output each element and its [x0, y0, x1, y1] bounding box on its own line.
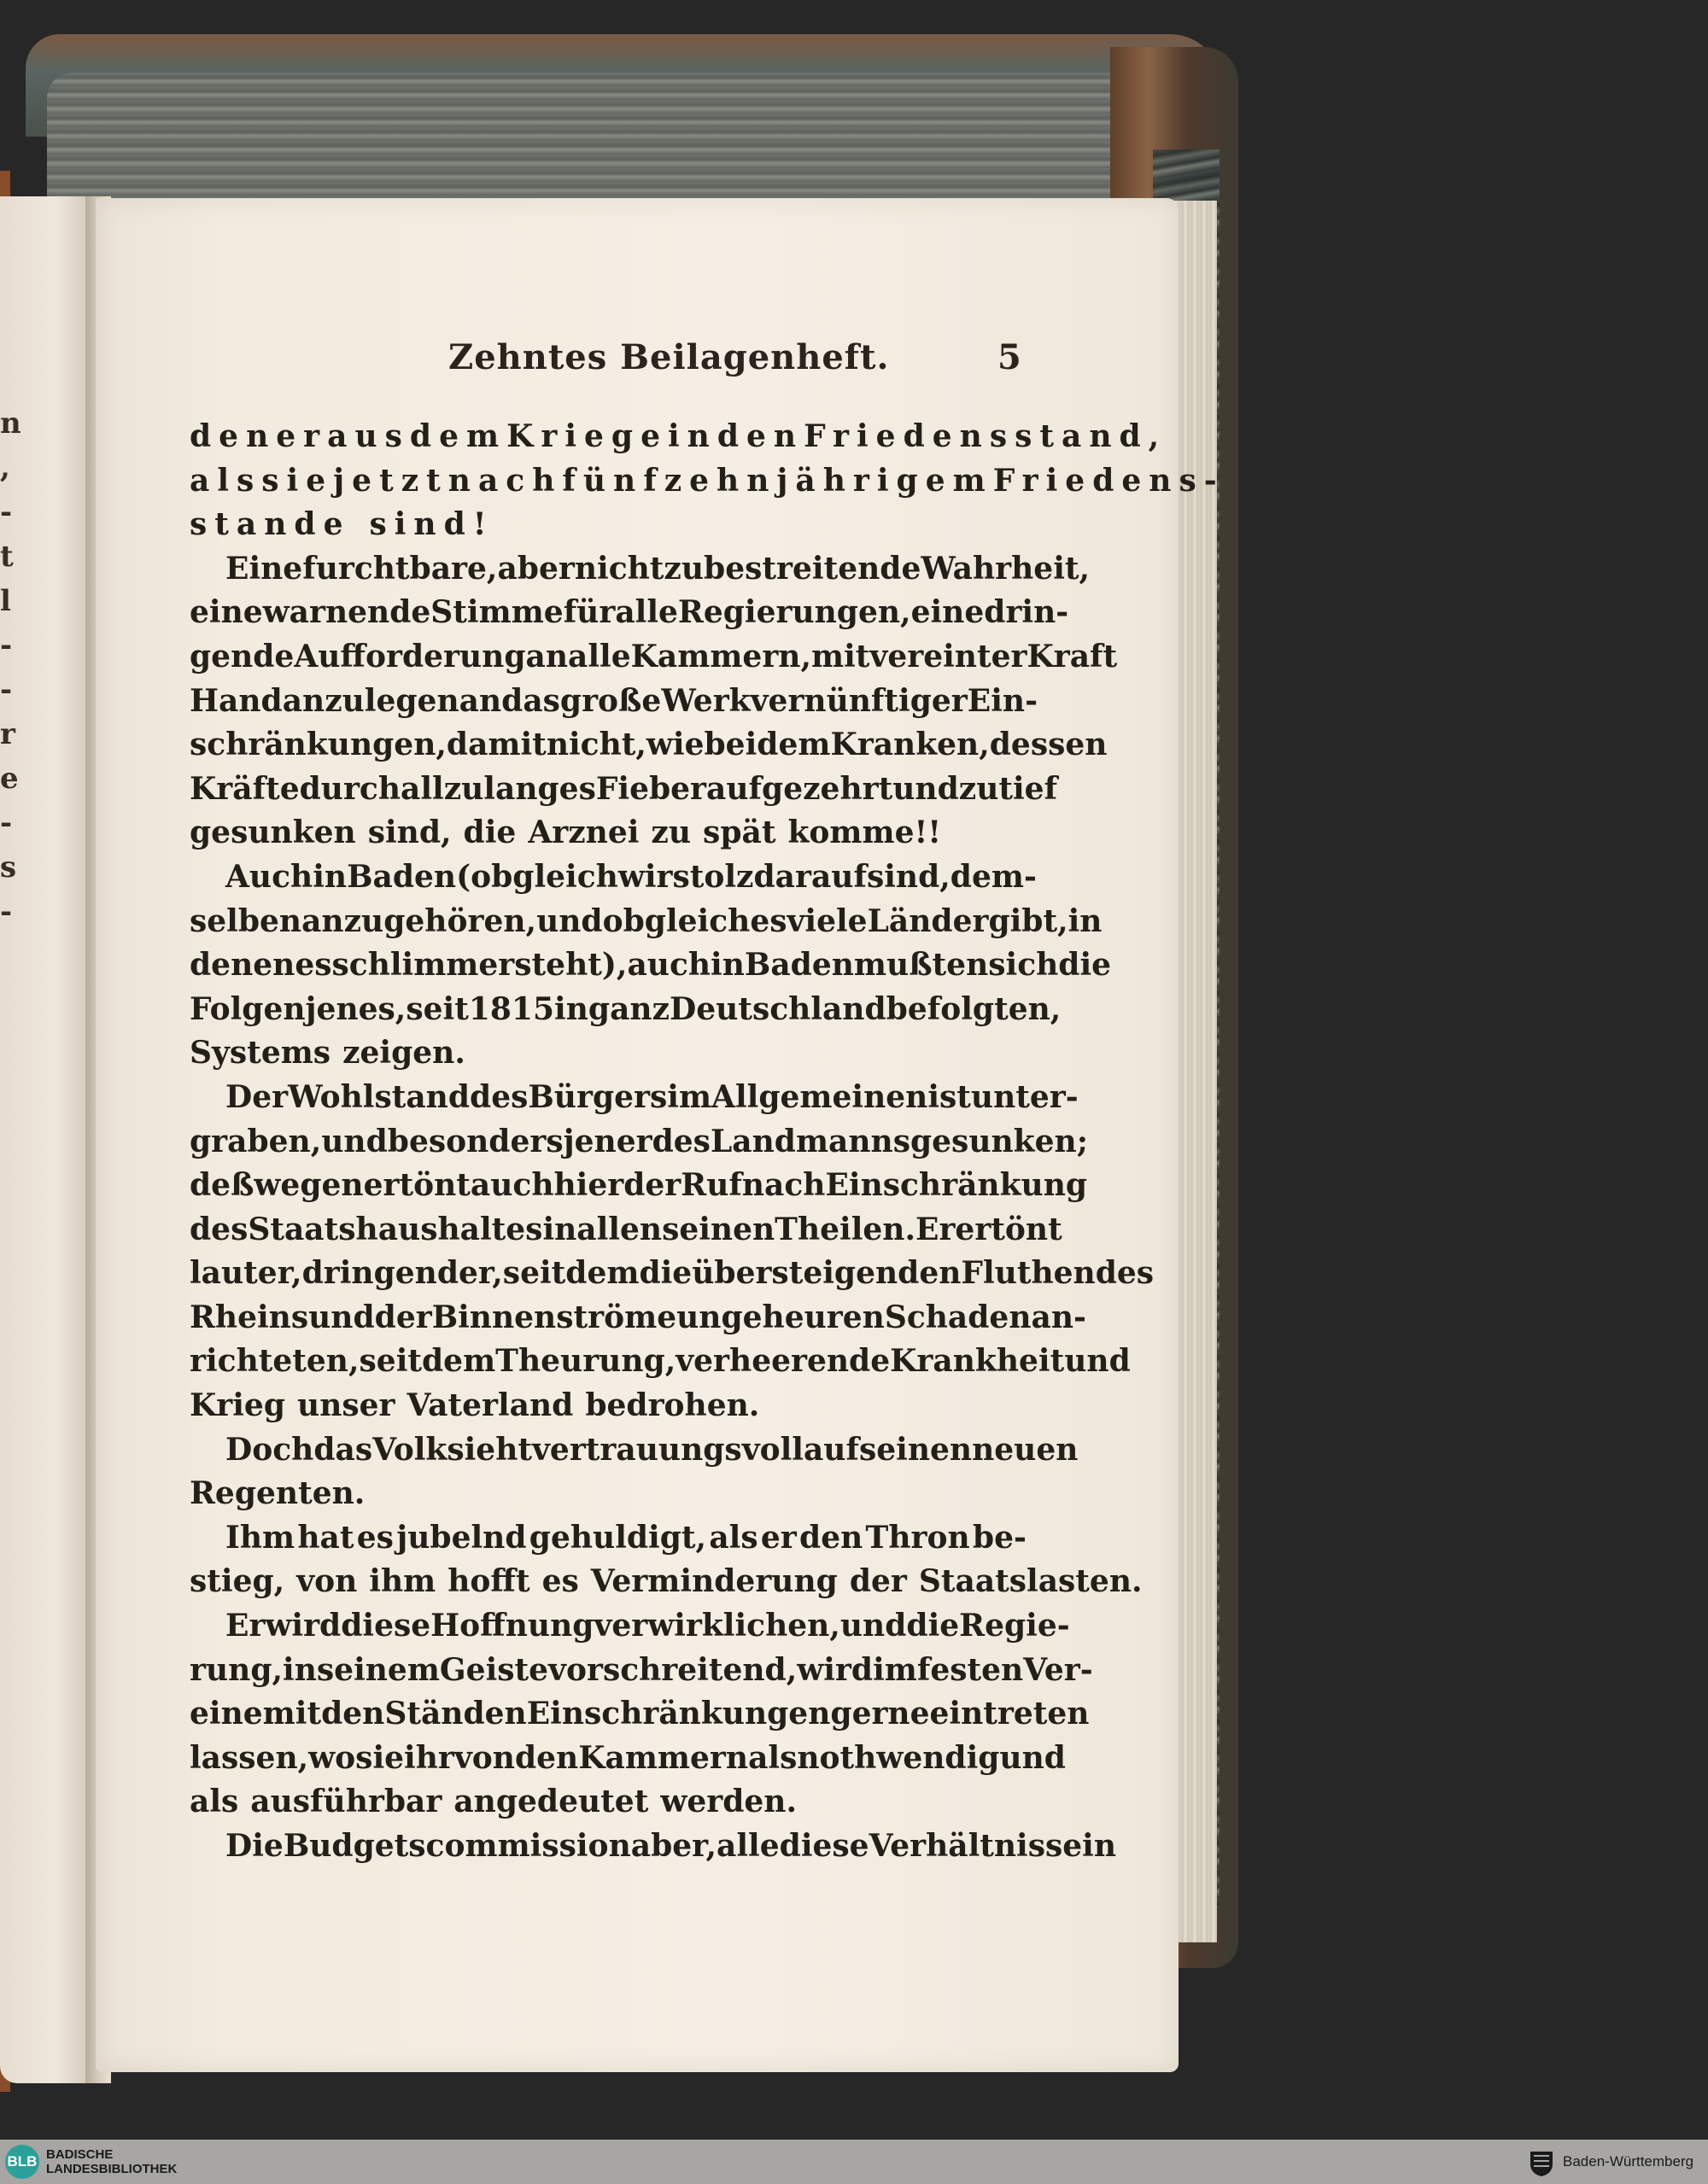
left-page-fragment: n: [0, 406, 21, 441]
word: bestreitende: [704, 550, 921, 587]
word: Länder: [867, 902, 989, 939]
word: als: [190, 462, 262, 499]
word: sind!: [369, 506, 494, 543]
word: neuen: [972, 1431, 1079, 1468]
word: graben,: [190, 1123, 322, 1159]
text-line: [190, 1164, 1088, 1208]
word: lassen,: [190, 1739, 309, 1776]
word: mit: [262, 1696, 322, 1732]
word: und: [536, 902, 603, 939]
text-line: [190, 1076, 1079, 1120]
word: hier: [553, 1167, 624, 1204]
text-line: [190, 1560, 1143, 1604]
word: jenes,: [305, 990, 407, 1027]
word: Systems: [190, 1035, 331, 1072]
word: Schaden: [884, 1299, 1032, 1335]
word: und: [892, 770, 959, 807]
word: ungeheuren: [676, 1299, 885, 1335]
word: mußten: [853, 947, 989, 984]
word: Hoffnung: [430, 1608, 594, 1644]
text-line: [190, 1692, 1090, 1737]
word: eine: [910, 594, 985, 631]
word: er: [760, 1519, 797, 1556]
word: große: [559, 682, 662, 719]
word: Die: [225, 1828, 284, 1864]
word: festen: [916, 1651, 1024, 1688]
word: nicht,: [546, 727, 646, 763]
text-line: [190, 1649, 1093, 1693]
left-page-fragment: s: [0, 850, 17, 885]
word: Staatshaushaltes: [248, 1211, 543, 1247]
word: Regenten.: [190, 1475, 366, 1512]
word: in: [1082, 1828, 1117, 1864]
word: diese: [779, 1828, 869, 1864]
word: jetzt: [333, 462, 448, 499]
word: angedeutet: [453, 1784, 649, 1820]
word: dem: [409, 418, 507, 454]
text-line: [190, 680, 1038, 724]
page-header: [350, 337, 1033, 388]
word: Theurung,: [495, 1343, 676, 1380]
word: den: [514, 1739, 579, 1776]
word: Aufforderung: [294, 638, 526, 674]
word: wir: [617, 858, 673, 895]
word: selben: [190, 902, 302, 939]
word: in: [313, 858, 348, 895]
word: der: [849, 1563, 907, 1600]
word: ganz: [588, 990, 670, 1027]
left-page-fragment: ,: [0, 451, 10, 485]
word: es: [541, 1563, 579, 1600]
word: aufgezehrt: [706, 770, 893, 807]
word: Wahrheit,: [921, 550, 1091, 587]
text-line: [190, 768, 1058, 812]
word: das: [313, 1431, 373, 1468]
word: (obgleich: [456, 858, 618, 895]
word: allen: [576, 1211, 663, 1247]
word: fünfzehnjährigem: [562, 462, 993, 499]
word: hat: [297, 1519, 354, 1556]
word: Baden: [347, 858, 457, 895]
word: unser: [297, 1387, 395, 1424]
word: als: [748, 1739, 798, 1776]
word: sind,: [866, 858, 951, 895]
word: dener: [190, 418, 328, 454]
word: darauf: [753, 858, 867, 895]
word: be-: [972, 1519, 1027, 1556]
word: befolgten,: [886, 990, 1062, 1027]
word: Thron: [865, 1519, 970, 1556]
word: in: [542, 1211, 577, 1247]
left-page-fragment: -: [0, 806, 13, 840]
left-page-text-fragments: [0, 401, 34, 934]
word: Regie-: [959, 1608, 1070, 1644]
word: Kranken,: [830, 727, 990, 763]
word: stande: [190, 506, 351, 543]
word: unter-: [970, 1078, 1079, 1115]
text-line: [190, 1120, 1088, 1165]
word: Eine: [225, 550, 303, 587]
word: Er: [225, 1608, 266, 1644]
word: ertönt: [955, 1211, 1062, 1247]
word: den: [321, 1696, 385, 1732]
word: Fluthen: [961, 1255, 1096, 1292]
word: für: [563, 594, 616, 631]
text-line: [190, 635, 1118, 680]
word: nicht: [574, 550, 664, 587]
word: Der: [225, 1078, 289, 1115]
word: ertönt: [363, 1167, 471, 1204]
word: zu: [958, 770, 999, 807]
word: nach: [741, 1167, 826, 1204]
word: nothwendig: [797, 1739, 1000, 1776]
word: tief: [998, 770, 1058, 807]
word: Ruf: [681, 1167, 742, 1204]
text-line: [190, 900, 1103, 944]
word: diese: [341, 1608, 431, 1644]
left-page-fragment: t: [0, 540, 14, 574]
word: und: [999, 1739, 1066, 1776]
word: gende: [190, 638, 295, 674]
word: aus: [327, 418, 410, 454]
word: alle: [568, 638, 631, 674]
word: Kammern: [578, 1739, 749, 1776]
word: das: [501, 682, 560, 719]
word: rung,: [190, 1651, 284, 1688]
word: gibt,: [988, 902, 1068, 939]
text-line: [190, 503, 1027, 547]
word: bei: [704, 727, 757, 763]
word: es: [295, 947, 332, 984]
word: in: [711, 947, 745, 984]
word: drin-: [984, 594, 1069, 631]
word: Allgemeinen: [711, 1078, 928, 1115]
word: Rheins: [190, 1299, 309, 1335]
left-page-fragment: e: [0, 762, 19, 796]
word: und: [1064, 1343, 1131, 1380]
word: seinem: [316, 1651, 440, 1688]
word: Fieber: [595, 770, 707, 807]
word: die: [906, 1608, 960, 1644]
word: die: [1058, 947, 1112, 984]
partner-name[interactable]: Baden-Württemberg: [1563, 2153, 1694, 2169]
text-line: [190, 1252, 1155, 1296]
word: Arznei: [528, 815, 640, 851]
text-line: [190, 1384, 1027, 1428]
word: vorschreitend,: [548, 1651, 798, 1688]
word: Hand: [190, 682, 283, 719]
word: ist: [927, 1078, 971, 1115]
page-number: 5: [997, 337, 1021, 377]
word: gesunken: [190, 815, 356, 851]
text-line: [190, 943, 1112, 988]
word: werden.: [660, 1784, 797, 1820]
word: zu: [664, 550, 705, 587]
word: eine: [190, 1696, 263, 1732]
word: Krankheit: [890, 1343, 1065, 1380]
word: an: [525, 638, 569, 674]
text-line: [190, 591, 1069, 635]
word: Budgetscommission: [283, 1828, 631, 1864]
library-name[interactable]: [46, 2147, 177, 2176]
word: viele: [787, 902, 868, 939]
text-line: [190, 811, 1027, 855]
word: dringender,: [301, 1255, 503, 1292]
baden-wuerttemberg-crest-icon[interactable]: [1529, 2148, 1554, 2177]
word: die: [639, 1255, 693, 1292]
left-page-fragment: l: [0, 584, 11, 618]
viewer-footer: [0, 2140, 1708, 2184]
word: deßwegen: [190, 1167, 364, 1204]
word: Volk: [372, 1431, 447, 1468]
text-line: [190, 1737, 1066, 1781]
word: jener: [563, 1123, 652, 1159]
word: Friedensstand,: [804, 418, 1167, 454]
word: im: [667, 1078, 712, 1115]
word: 1815: [468, 990, 555, 1027]
word: komme!!: [787, 815, 942, 851]
word: eintreten: [929, 1696, 1090, 1732]
word: auch: [470, 1167, 554, 1204]
word: verwirklichen,: [594, 1608, 840, 1644]
left-page-fragment: -: [0, 673, 13, 707]
word: stieg,: [190, 1563, 285, 1600]
word: wie: [646, 727, 705, 763]
word: der: [623, 1167, 681, 1204]
word: verheerende: [676, 1343, 891, 1380]
text-line: [190, 1472, 1027, 1516]
word: aber,: [630, 1828, 717, 1864]
word: Ein-: [967, 682, 1038, 719]
text-line: [190, 1031, 1027, 1076]
text-line: [190, 855, 1037, 900]
word: Auch: [225, 858, 313, 895]
word: an-: [1031, 1299, 1086, 1335]
word: ihm: [369, 1563, 436, 1600]
word: aber: [497, 550, 575, 587]
text-line: [190, 1208, 1062, 1253]
word: in: [668, 418, 717, 454]
word: Stimme: [430, 594, 564, 631]
word: vereinter: [869, 638, 1027, 674]
word: Ver-: [1023, 1651, 1093, 1688]
word: durch: [299, 770, 401, 807]
word: in: [283, 1651, 317, 1688]
blb-logo[interactable]: BLB: [5, 2145, 39, 2179]
word: seitdem: [359, 1343, 496, 1380]
word: seinen: [662, 1211, 775, 1247]
word: spät: [703, 815, 776, 851]
word: bedrohen.: [585, 1387, 760, 1424]
word: Regierungen,: [677, 594, 911, 631]
word: von: [296, 1563, 358, 1600]
word: des: [470, 1078, 529, 1115]
text-line: [190, 1516, 1027, 1561]
word: sind,: [367, 815, 452, 851]
word: vernünftiger: [750, 682, 968, 719]
word: Staatslasten.: [918, 1563, 1143, 1600]
word: anzulegen: [282, 682, 459, 719]
word: dessen: [989, 727, 1108, 763]
word: zeigen.: [342, 1035, 465, 1072]
text-line: [190, 988, 1062, 1032]
word: als: [190, 1784, 239, 1820]
word: alle: [615, 594, 678, 631]
word: jubelnd: [396, 1519, 527, 1556]
word: es: [750, 902, 787, 939]
word: auf: [803, 1431, 859, 1468]
left-page-fragment: r: [0, 717, 15, 751]
word: wo: [308, 1739, 356, 1776]
word: Doch: [225, 1431, 314, 1468]
word: der: [374, 1299, 432, 1335]
word: Krieg: [190, 1387, 286, 1424]
word: in: [554, 990, 588, 1027]
word: Ihm: [225, 1519, 295, 1556]
word: als: [709, 1519, 758, 1556]
word: schränkungen,: [190, 727, 447, 763]
word: im: [873, 1651, 917, 1688]
word: Kammern,: [630, 638, 812, 674]
word: besonders: [387, 1123, 564, 1159]
word: des: [190, 1211, 249, 1247]
word: gesunken;: [910, 1123, 1088, 1159]
word: des: [1095, 1255, 1155, 1292]
word: Wohlstand: [288, 1078, 471, 1115]
word: sie: [355, 1739, 405, 1776]
word: den: [799, 1519, 863, 1556]
word: Friedens-: [992, 462, 1225, 499]
word: Binnenströme: [431, 1299, 677, 1335]
word: vertrauungsvoll: [532, 1431, 804, 1468]
text-line: [190, 1604, 1070, 1649]
word: stolz: [672, 858, 754, 895]
page-block-top-edge: [47, 73, 1200, 209]
word: Ständen: [384, 1696, 527, 1732]
running-head: Zehntes Beilagenheft.: [448, 337, 890, 377]
word: steht),: [514, 947, 628, 984]
word: Kriege: [506, 418, 668, 454]
left-page: [0, 196, 94, 2083]
word: des: [652, 1123, 711, 1159]
word: Bürgers: [528, 1078, 668, 1115]
word: zu: [651, 815, 692, 851]
word: und: [308, 1299, 375, 1335]
word: seit: [406, 990, 469, 1027]
word: wird: [265, 1608, 342, 1644]
word: richteten,: [190, 1343, 360, 1380]
text-line: [190, 1340, 1131, 1384]
word: dem: [757, 727, 831, 763]
word: gehuldigt,: [529, 1519, 707, 1556]
word: Werk: [661, 682, 751, 719]
text-line: [190, 1780, 1027, 1825]
library-name-line2: LANDESBIBLIOTHEK: [46, 2162, 178, 2176]
word: sieht: [447, 1431, 533, 1468]
word: warnende: [262, 594, 431, 631]
word: die: [463, 815, 517, 851]
word: sie: [261, 462, 334, 499]
word: es: [356, 1519, 394, 1556]
word: seinen: [858, 1431, 973, 1468]
word: denen: [190, 947, 295, 984]
word: dem-: [950, 858, 1037, 895]
word: und: [321, 1123, 388, 1159]
word: seitdem: [502, 1255, 640, 1292]
word: nach: [447, 462, 563, 499]
text-line: [190, 415, 1167, 459]
word: Verhältnisse: [869, 1828, 1083, 1864]
word: obgleich: [602, 902, 751, 939]
word: Landmanns: [710, 1123, 910, 1159]
word: in: [1068, 902, 1103, 939]
word: Verminderung: [590, 1563, 838, 1600]
library-name-line1: BADISCHE: [46, 2147, 114, 2162]
word: sich: [988, 947, 1059, 984]
word: damit: [446, 727, 547, 763]
word: Kraft: [1027, 638, 1118, 674]
word: wird: [797, 1651, 874, 1688]
word: Er: [915, 1211, 956, 1247]
left-page-fragment: -: [0, 895, 13, 929]
left-page-fragment: -: [0, 628, 13, 663]
word: an: [459, 682, 502, 719]
word: anzugehören,: [301, 902, 537, 939]
word: und: [839, 1608, 907, 1644]
word: eine: [190, 594, 263, 631]
word: ihr: [404, 1739, 454, 1776]
word: allzulanges: [401, 770, 596, 807]
word: furchtbare,: [302, 550, 498, 587]
word: gerne: [830, 1696, 930, 1732]
text-line: [190, 459, 1225, 504]
word: Deutschland: [670, 990, 886, 1027]
word: Theilen.: [775, 1211, 916, 1247]
word: auch: [627, 947, 711, 984]
word: ausführbar: [250, 1784, 442, 1820]
word: Einschränkung: [825, 1167, 1088, 1204]
word: von: [453, 1739, 515, 1776]
word: Folgen: [190, 990, 306, 1027]
word: übersteigenden: [692, 1255, 962, 1292]
word: Vaterland: [407, 1387, 574, 1424]
text-line: [190, 723, 1108, 768]
word: den: [717, 418, 804, 454]
text-line: [190, 1825, 1117, 1869]
word: hofft: [447, 1563, 530, 1600]
word: Geiste: [439, 1651, 549, 1688]
word: schlimmer: [331, 947, 515, 984]
word: Baden: [744, 947, 854, 984]
text-line: [190, 547, 1091, 592]
word: Kräfte: [190, 770, 300, 807]
word: mit: [811, 638, 870, 674]
word: lauter,: [190, 1255, 302, 1292]
left-page-fragment: -: [0, 495, 13, 529]
word: Einschränkungen: [526, 1696, 831, 1732]
text-line: [190, 1428, 1079, 1473]
text-line: [190, 1296, 1086, 1340]
word: alle: [717, 1828, 780, 1864]
body-text: [190, 415, 1225, 1869]
